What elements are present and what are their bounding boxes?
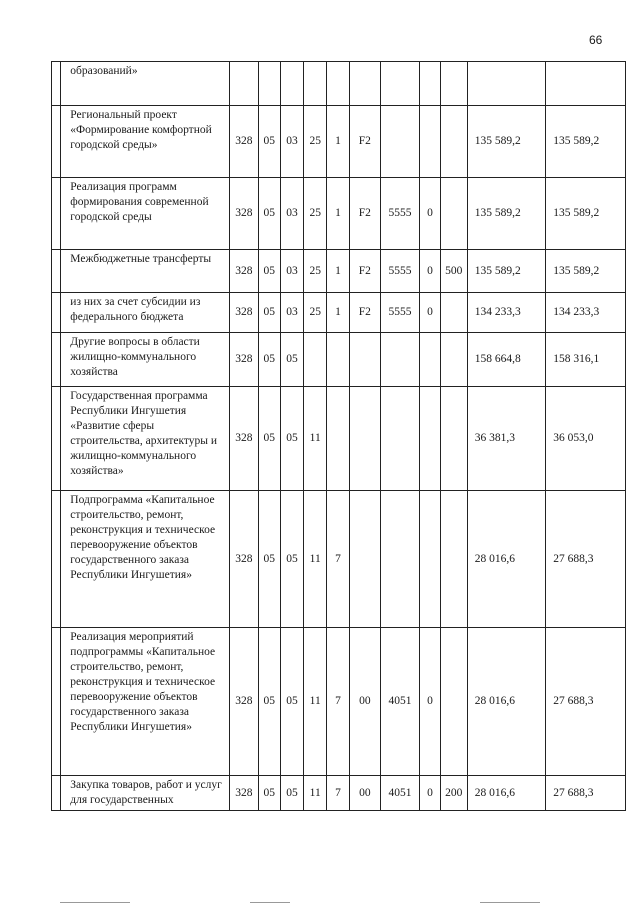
row-name-cell: Государственная программа Республики Ингушетия «Развитие сферы строительства, архитектуры и жилищно-коммунального хозяйства» <box>61 387 230 491</box>
code-cell: 1 <box>327 178 350 250</box>
code-cell: 328 <box>229 250 258 293</box>
code-cell: 328 <box>229 178 258 250</box>
row-name-cell: Межбюджетные трансферты <box>61 250 230 293</box>
scan-mark <box>60 902 130 903</box>
table-row <box>52 776 626 811</box>
code-cell: 0 <box>420 293 441 333</box>
amount-cell: 135 589,2 <box>546 250 626 293</box>
code-cell <box>420 333 441 387</box>
scan-mark <box>480 902 540 903</box>
row-name-cell: Закупка товаров, работ и услуг для государственных <box>61 776 230 811</box>
code-cell <box>380 62 419 106</box>
code-cell <box>440 491 467 628</box>
code-cell: 4051 <box>380 776 419 811</box>
table-row <box>52 491 626 628</box>
code-cell <box>440 62 467 106</box>
code-cell: F2 <box>349 178 380 250</box>
code-cell <box>440 628 467 776</box>
amount-cell: 135 589,2 <box>546 178 626 250</box>
code-cell <box>327 387 350 491</box>
code-cell: 05 <box>280 387 304 491</box>
code-cell: 328 <box>229 106 258 178</box>
code-cell: 5555 <box>380 178 419 250</box>
code-cell: F2 <box>349 106 380 178</box>
amount-cell: 135 589,2 <box>467 106 546 178</box>
code-cell <box>380 491 419 628</box>
table-row <box>52 106 626 178</box>
code-cell <box>280 62 304 106</box>
code-cell: 05 <box>258 178 280 250</box>
code-cell: 05 <box>258 628 280 776</box>
code-cell: 500 <box>440 250 467 293</box>
amount-cell: 135 589,2 <box>467 250 546 293</box>
row-margin-cell <box>52 293 61 333</box>
row-margin-cell <box>52 333 61 387</box>
table-row <box>52 387 626 491</box>
code-cell: 11 <box>304 776 327 811</box>
table-row <box>52 178 626 250</box>
code-cell <box>380 387 419 491</box>
code-cell: 5555 <box>380 250 419 293</box>
code-cell: 03 <box>280 250 304 293</box>
code-cell: 03 <box>280 293 304 333</box>
code-cell: 328 <box>229 333 258 387</box>
row-margin-cell <box>52 776 61 811</box>
code-cell: 0 <box>420 776 441 811</box>
amount-cell: 134 233,3 <box>467 293 546 333</box>
code-cell <box>420 62 441 106</box>
code-cell: 328 <box>229 387 258 491</box>
row-name-cell: Реализация мероприятий подпрограммы «Капитальное строительство, ремонт, реконструкция и техническое перевооружение объектов государственного заказа Республики Ингушетия» <box>61 628 230 776</box>
code-cell: 03 <box>280 178 304 250</box>
code-cell: 328 <box>229 776 258 811</box>
code-cell: 7 <box>327 628 350 776</box>
code-cell: 00 <box>349 628 380 776</box>
code-cell <box>440 293 467 333</box>
code-cell: 328 <box>229 491 258 628</box>
row-margin-cell <box>52 250 61 293</box>
code-cell: 05 <box>280 491 304 628</box>
code-cell: 05 <box>258 491 280 628</box>
code-cell <box>420 491 441 628</box>
code-cell <box>327 333 350 387</box>
code-cell <box>327 62 350 106</box>
row-name-cell: из них за счет субсидии из федерального бюджета <box>61 293 230 333</box>
row-margin-cell <box>52 387 61 491</box>
code-cell: 7 <box>327 776 350 811</box>
code-cell: 5555 <box>380 293 419 333</box>
code-cell: 328 <box>229 293 258 333</box>
row-margin-cell <box>52 178 61 250</box>
amount-cell: 27 688,3 <box>546 491 626 628</box>
code-cell: 7 <box>327 491 350 628</box>
table-row <box>52 628 626 776</box>
row-margin-cell <box>52 62 61 106</box>
row-margin-cell <box>52 106 61 178</box>
code-cell <box>349 333 380 387</box>
code-cell: 1 <box>327 293 350 333</box>
code-cell <box>258 62 280 106</box>
code-cell: 25 <box>304 106 327 178</box>
code-cell: 25 <box>304 293 327 333</box>
amount-cell <box>546 62 626 106</box>
code-cell: 05 <box>280 333 304 387</box>
code-cell <box>304 62 327 106</box>
amount-cell: 36 381,3 <box>467 387 546 491</box>
code-cell: 200 <box>440 776 467 811</box>
code-cell <box>420 106 441 178</box>
code-cell: 11 <box>304 491 327 628</box>
code-cell <box>420 387 441 491</box>
code-cell: 25 <box>304 250 327 293</box>
table-row <box>52 250 626 293</box>
code-cell: 328 <box>229 628 258 776</box>
code-cell <box>349 491 380 628</box>
row-name-cell: Другие вопросы в области жилищно-коммунального хозяйства <box>61 333 230 387</box>
amount-cell: 27 688,3 <box>546 776 626 811</box>
code-cell: 1 <box>327 106 350 178</box>
code-cell: 00 <box>349 776 380 811</box>
code-cell <box>440 387 467 491</box>
row-name-cell: Региональный проект «Формирование комфортной городской среды» <box>61 106 230 178</box>
code-cell: 0 <box>420 178 441 250</box>
amount-cell: 36 053,0 <box>546 387 626 491</box>
code-cell: 4051 <box>380 628 419 776</box>
table-row <box>52 333 626 387</box>
code-cell: 0 <box>420 628 441 776</box>
page-number: 66 <box>589 33 603 47</box>
code-cell: 11 <box>304 387 327 491</box>
code-cell: 05 <box>258 106 280 178</box>
amount-cell <box>467 62 546 106</box>
code-cell: F2 <box>349 250 380 293</box>
row-name-cell: образований» <box>61 62 230 106</box>
code-cell: 05 <box>258 333 280 387</box>
code-cell <box>440 106 467 178</box>
budget-table <box>51 61 626 811</box>
amount-cell: 135 589,2 <box>546 106 626 178</box>
amount-cell: 27 688,3 <box>546 628 626 776</box>
row-name-cell: Реализация программ формирования современной городской среды <box>61 178 230 250</box>
table-row <box>52 62 626 106</box>
code-cell: 05 <box>258 293 280 333</box>
code-cell <box>349 62 380 106</box>
code-cell <box>380 333 419 387</box>
code-cell: 05 <box>280 776 304 811</box>
code-cell <box>380 106 419 178</box>
code-cell: 05 <box>258 250 280 293</box>
code-cell: 11 <box>304 628 327 776</box>
row-name-cell: Подпрограмма «Капитальное строительство, ремонт, реконструкция и техническое перевооружение объектов государственного заказа Республики Ингушетия» <box>61 491 230 628</box>
amount-cell: 28 016,6 <box>467 491 546 628</box>
code-cell: 05 <box>258 776 280 811</box>
table-row <box>52 293 626 333</box>
amount-cell: 134 233,3 <box>546 293 626 333</box>
amount-cell: 158 664,8 <box>467 333 546 387</box>
code-cell <box>440 178 467 250</box>
row-margin-cell <box>52 491 61 628</box>
amount-cell: 158 316,1 <box>546 333 626 387</box>
amount-cell: 28 016,6 <box>467 776 546 811</box>
code-cell <box>349 387 380 491</box>
row-margin-cell <box>52 628 61 776</box>
code-cell: 1 <box>327 250 350 293</box>
code-cell <box>229 62 258 106</box>
code-cell: 05 <box>280 628 304 776</box>
code-cell: 05 <box>258 387 280 491</box>
code-cell: 03 <box>280 106 304 178</box>
code-cell: 0 <box>420 250 441 293</box>
amount-cell: 135 589,2 <box>467 178 546 250</box>
code-cell <box>304 333 327 387</box>
amount-cell: 28 016,6 <box>467 628 546 776</box>
scan-mark <box>250 902 290 903</box>
code-cell: 25 <box>304 178 327 250</box>
code-cell <box>440 333 467 387</box>
code-cell: F2 <box>349 293 380 333</box>
